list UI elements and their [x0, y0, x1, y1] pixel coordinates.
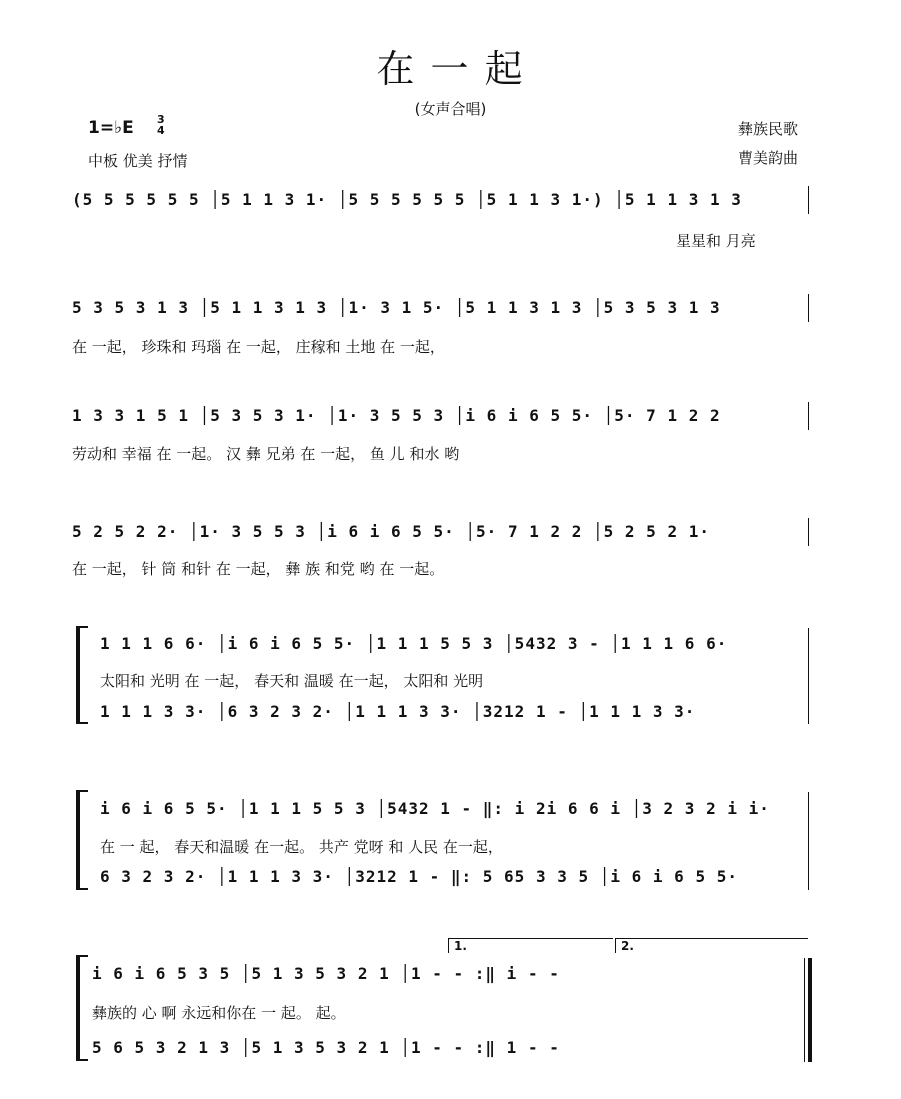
lyrics-line-4: 在 一起， 针 筒 和针 在 一起， 彝 族 和党 哟 在 一起。 [72, 560, 445, 578]
lower-voice-system-3: 5 6 5 3 2 1 3 │5 1 3 5 3 2 1 │1 - - :‖ 1 - - [92, 1038, 560, 1057]
credit-arranger: 曹美韵曲 [738, 149, 799, 167]
notation-line-2: 5 3 5 3 1 3 │5 1 1 3 1 3 │1· 3 1 5· │5 1 1 3 1 3 │5 3 5 3 1 3 [72, 298, 721, 317]
final-barline-thick [808, 958, 812, 1062]
lyrics-line-1: 星星和 月亮 [676, 232, 756, 250]
upper-voice-system-1: 1 1 1 6 6· │i 6 i 6 5 5· │1 1 1 5 5 3 │5432 3 - │1 1 1 6 6· [100, 634, 728, 653]
volta-1-label: 1. [454, 939, 467, 953]
lower-voice-system-1: 1 1 1 3 3· │6 3 2 3 2· │1 1 1 3 3· │3212 1 - │1 1 1 3 3· [100, 702, 696, 721]
final-barline-thin [804, 958, 805, 1062]
volta-2-label: 2. [621, 939, 634, 953]
notation-line-1: (5 5 5 5 5 5 │5 1 1 3 1· │5 5 5 5 5 5 │5 1 1 3 1·) │5 1 1 3 1 3 [72, 190, 742, 209]
tempo-marking: 中板 优美 抒情 [88, 152, 188, 170]
barline [808, 402, 809, 430]
barline [808, 628, 809, 724]
system-brace [76, 955, 86, 1061]
credit-source: 彝族民歌 [738, 120, 799, 138]
upper-voice-system-3: i 6 i 6 5 3 5 │5 1 3 5 3 2 1 │1 - - :‖ i - - [92, 964, 560, 983]
volta-second-ending [615, 938, 808, 953]
notation-line-3: 1 3 3 1 5 1 │5 3 5 3 1· │1· 3 5 5 3 │i 6 i 6 5 5· │5· 7 1 2 2 [72, 406, 721, 425]
lyrics-system-2: 在 一 起， 春天和温暖 在一起。 共产 党呀 和 人民 在一起， [100, 838, 503, 856]
system-brace [76, 626, 86, 724]
time-signature-bottom: 4 [157, 124, 165, 137]
song-title: 在 一 起 [376, 47, 525, 91]
key-signature: 1=♭E [88, 118, 134, 138]
barline [808, 294, 809, 322]
upper-voice-system-2: i 6 i 6 5 5· │1 1 1 5 5 3 │5432 1 - ‖: i 2i 6 6 i │3 2 3 2 i i· [100, 799, 770, 818]
time-signature-top: 3 [157, 113, 165, 126]
system-brace [76, 790, 86, 890]
lower-voice-system-2: 6 3 2 3 2· │1 1 1 3 3· │3212 1 - ‖: 5 65 3 3 5 │i 6 i 6 5 5· [100, 867, 738, 886]
lyrics-line-3: 劳动和 幸福 在 一起。 汉 彝 兄弟 在 一起， 鱼 儿 和水 哟 [72, 445, 460, 463]
barline [808, 518, 809, 546]
lyrics-system-1: 太阳和 光明 在 一起， 春天和 温暖 在一起， 太阳和 光明 [100, 672, 484, 690]
lyrics-system-3: 彝族的 心 啊 永远和你在 一 起。 起。 [92, 1004, 346, 1022]
barline [808, 792, 809, 890]
subtitle: (女声合唱) [414, 100, 487, 118]
time-signature [157, 114, 165, 136]
notation-line-4: 5 2 5 2 2· │1· 3 5 5 3 │i 6 i 6 5 5· │5· 7 1 2 2 │5 2 5 2 1· [72, 522, 710, 541]
volta-first-ending [448, 938, 613, 953]
lyrics-line-2: 在 一起， 珍珠和 玛瑙 在 一起， 庄稼和 土地 在 一起， [72, 338, 445, 356]
barline [808, 186, 809, 214]
